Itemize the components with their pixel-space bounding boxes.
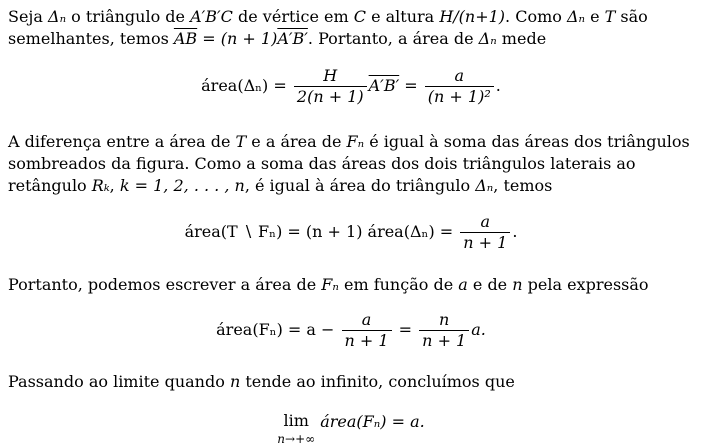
lim-label: lim — [283, 411, 309, 430]
math-c: C — [353, 7, 366, 26]
equation-3 — [0, 310, 702, 351]
text: , é igual à área do triângulo — [244, 176, 476, 195]
math-delta-n: Δₙ — [475, 176, 494, 195]
numerator: a — [480, 212, 491, 231]
paragraph-1 — [8, 6, 698, 50]
numerator: n — [439, 310, 450, 329]
numerator: H — [323, 66, 338, 85]
math-t: T — [604, 7, 616, 26]
math-delta-n: Δₙ — [478, 29, 497, 48]
period: . — [512, 222, 518, 241]
math-k-range: k = 1, 2, . . . , n — [119, 176, 245, 195]
fraction — [460, 212, 510, 253]
fraction — [425, 66, 494, 107]
text: . Portanto, a área de — [307, 29, 479, 48]
math-n: n — [512, 275, 523, 294]
text: de vértice em — [232, 7, 354, 26]
text: em função de — [338, 275, 459, 294]
text: , — [109, 176, 120, 195]
text: e de — [467, 275, 513, 294]
text: mede — [496, 29, 547, 48]
text: Portanto, podemos escrever a área de — [8, 275, 322, 294]
math-t: T — [235, 132, 247, 151]
paragraph-4 — [8, 371, 698, 393]
math-rk: Rₖ — [91, 176, 110, 195]
equation-rhs: área(Fₙ) = a. — [315, 412, 425, 431]
equation-lhs: área(T ∖ Fₙ) = (n + 1) área(Δₙ) = — [184, 222, 454, 241]
equation-tail: a. — [471, 320, 486, 339]
denominator: n + 1 — [460, 232, 510, 253]
equation-1 — [0, 66, 702, 107]
equation-lhs: área(Δₙ) = — [201, 76, 287, 95]
period: . — [495, 76, 501, 95]
math-a: a — [458, 275, 468, 294]
math-segment-ab: $\overline{AB}$ — [173, 29, 198, 48]
denominator: 2(n + 1) — [294, 86, 367, 107]
math-height: H/(n+1) — [439, 7, 506, 26]
numerator: a — [361, 310, 372, 329]
equals: = — [399, 76, 423, 95]
text: Passando ao limite quando — [8, 372, 230, 391]
text: . Como — [505, 7, 567, 26]
denominator: (n + 1)² — [425, 86, 494, 107]
denominator: n + 1 — [419, 330, 469, 351]
math-expr: = (n + 1) — [197, 29, 278, 48]
math-segment-apbp: A′B′ — [368, 76, 400, 95]
text: A diferença entre a área de — [8, 132, 236, 151]
math-segment-apbp: A′B′ — [277, 29, 308, 48]
math-delta-n: Δₙ — [566, 7, 586, 26]
text: são — [615, 7, 648, 26]
text: o triângulo de — [66, 7, 191, 26]
equation-lhs: área(Fₙ) = a − — [216, 320, 335, 339]
fraction — [342, 310, 392, 351]
paragraph-3 — [8, 274, 698, 296]
equation-2 — [0, 212, 702, 253]
text: e altura — [366, 7, 440, 26]
numerator: a — [454, 66, 465, 85]
math-triangle: A′B′C — [190, 7, 233, 26]
math-delta-n: Δₙ — [48, 7, 67, 26]
math-fn: Fₙ — [346, 132, 365, 151]
text: e a área de — [246, 132, 347, 151]
text: e — [585, 7, 605, 26]
text: tende ao infinito, concluímos que — [240, 372, 515, 391]
math-n: n — [229, 372, 241, 391]
text: , temos — [493, 176, 553, 195]
text: Seja — [8, 7, 49, 26]
fraction — [419, 310, 469, 351]
paragraph-2 — [8, 131, 698, 197]
text: é igual à soma das áreas dos triângulos sombreados da figura. Como a soma das áreas dos dois triângulos laterais ao retângulo — [8, 132, 690, 195]
lim-subscript: n→+∞ — [277, 432, 316, 446]
text: pela expressão — [522, 275, 649, 294]
equals: = — [393, 320, 418, 339]
fraction — [294, 66, 367, 107]
denominator: n + 1 — [342, 330, 392, 351]
math-fn: Fₙ — [321, 275, 339, 294]
text: semelhantes, temos — [8, 29, 174, 48]
